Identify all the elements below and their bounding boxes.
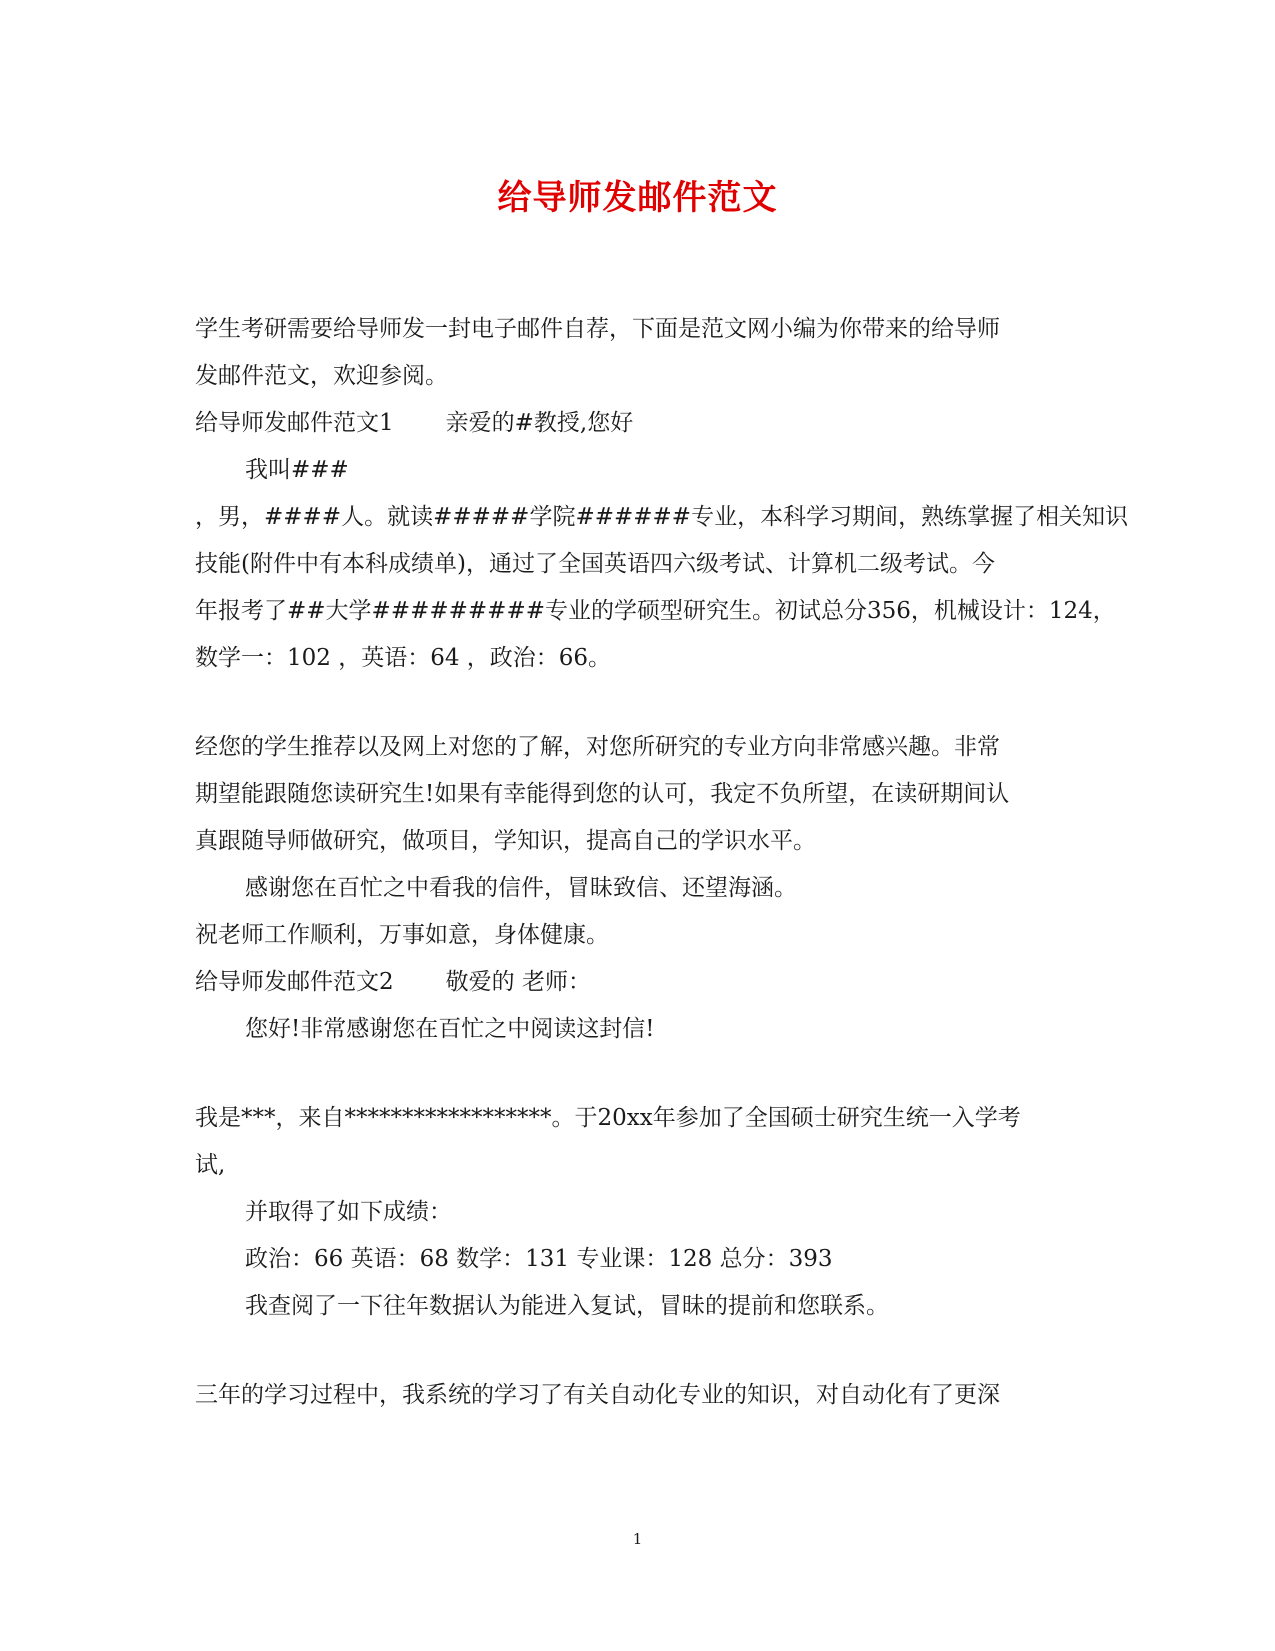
paragraph-line: 数学一：102 ，英语：64 ，政治：66。: [195, 645, 612, 671]
paragraph-line: 真跟随导师做研究，做项目，学知识，提高自己的学识水平。: [195, 828, 816, 854]
salutation: 敬爱的 老师：: [445, 969, 591, 995]
paragraph-line: 发邮件范文，欢迎参阅。: [195, 363, 448, 389]
salutation: 亲爱的#教授,您好: [445, 410, 634, 436]
paragraph-line: 祝老师工作顺利，万事如意，身体健康。: [195, 922, 609, 948]
paragraph-line: ，男，####人。就读#####学院######专业，本科学习期间，熟练掌握了相关知识: [195, 504, 1129, 530]
sample-heading: 给导师发邮件范文2: [195, 969, 394, 995]
paragraph-line: 技能(附件中有本科成绩单)，通过了全国英语四六级考试、计算机二级考试。今: [195, 551, 995, 577]
paragraph-line: 我叫###: [245, 457, 349, 483]
paragraph-line: 年报考了##大学#########专业的学硕型研究生。初试总分356，机械设计：124，: [195, 598, 1116, 624]
paragraph-line: 我是***，来自******************。于20xx年参加了全国硕士研究生统一入学考: [195, 1105, 1021, 1131]
paragraph-line: 我查阅了一下往年数据认为能进入复试，冒昧的提前和您联系。: [245, 1293, 889, 1319]
paragraph-line: 经您的学生推荐以及网上对您的了解，对您所研究的专业方向非常感兴趣。非常: [195, 734, 1000, 760]
sample-heading: 给导师发邮件范文1: [195, 410, 394, 436]
paragraph-line: 您好!非常感谢您在百忙之中阅读这封信!: [245, 1016, 655, 1042]
page-number: 1: [632, 1530, 643, 1548]
sample-heading-line: [195, 408, 1085, 438]
document-title: 给导师发邮件范文: [497, 178, 778, 218]
paragraph-line: 学生考研需要给导师发一封电子邮件自荐，下面是范文网小编为你带来的给导师: [195, 316, 1000, 342]
paragraph-line: 试,: [195, 1152, 226, 1178]
paragraph-line: 三年的学习过程中，我系统的学习了有关自动化专业的知识，对自动化有了更深: [195, 1382, 1000, 1408]
paragraph-line: 并取得了如下成绩：: [245, 1199, 452, 1225]
sample-heading-line: [195, 967, 1085, 997]
paragraph-line: 感谢您在百忙之中看我的信件，冒昧致信、还望海涵。: [245, 875, 797, 901]
scores-line: 政治：66 英语：68 数学：131 专业课：128 总分：393: [245, 1246, 833, 1272]
paragraph-line: 期望能跟随您读研究生!如果有幸能得到您的认可，我定不负所望，在读研期间认: [195, 781, 1010, 807]
